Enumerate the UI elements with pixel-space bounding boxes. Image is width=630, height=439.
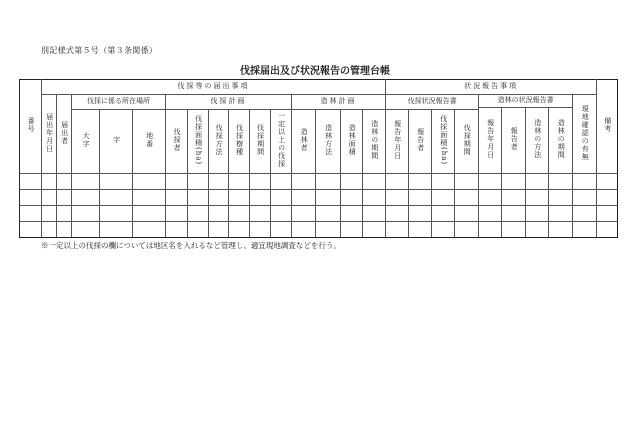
table-row [20, 206, 618, 222]
table-cell[interactable] [502, 206, 526, 222]
header-logging-method: 伐採方法 [209, 110, 229, 174]
table-cell[interactable] [72, 190, 100, 206]
table-cell[interactable] [250, 174, 271, 190]
table-cell[interactable] [229, 206, 250, 222]
table-cell[interactable] [341, 222, 363, 238]
table-cell[interactable] [250, 222, 271, 238]
table-cell[interactable] [455, 222, 479, 238]
table-cell[interactable] [549, 206, 573, 222]
header-reforestation-area: 造林面積 [341, 110, 363, 174]
table-cell[interactable] [432, 206, 455, 222]
table-cell[interactable] [42, 174, 57, 190]
header-logging-status-report: 伐採状況報告書 [386, 95, 479, 110]
table-cell[interactable] [100, 206, 133, 222]
table-cell[interactable] [271, 174, 292, 190]
header-reported-logging-period: 伐採期間 [455, 110, 479, 174]
table-cell[interactable] [502, 190, 526, 206]
table-cell[interactable] [292, 222, 316, 238]
footnote: ※一定以上の伐採の欄については地区名を入れるなど管理し、適宜現地調査などを行う。 [41, 241, 341, 250]
table-cell[interactable] [292, 206, 316, 222]
header-reforestation-plan: 造林計画 [292, 95, 386, 110]
form-title: 伐採届出及び状況報告の管理台帳 [240, 66, 390, 77]
table-cell[interactable] [229, 222, 250, 238]
table-cell[interactable] [42, 222, 57, 238]
table-cell[interactable] [363, 190, 386, 206]
table-cell[interactable] [573, 190, 597, 206]
table-cell[interactable] [341, 206, 363, 222]
table-cell[interactable] [57, 174, 72, 190]
table-cell[interactable] [209, 222, 229, 238]
header-notifier: 届出者 [57, 95, 72, 174]
header-logging-plan: 伐採計画 [166, 95, 292, 110]
table-cell[interactable] [271, 190, 292, 206]
table-cell[interactable] [316, 190, 341, 206]
table-cell[interactable] [209, 206, 229, 222]
table-cell[interactable] [455, 206, 479, 222]
table-cell[interactable] [166, 206, 188, 222]
table-cell[interactable] [409, 222, 432, 238]
table-cell[interactable] [549, 190, 573, 206]
table-cell[interactable] [573, 206, 597, 222]
table-cell[interactable] [57, 222, 72, 238]
header-number: 番号 [20, 80, 42, 174]
table-cell[interactable] [432, 174, 455, 190]
table-cell[interactable] [20, 206, 42, 222]
table-cell[interactable] [166, 222, 188, 238]
header-reporter: 報告者 [409, 110, 432, 174]
table-cell[interactable] [597, 222, 618, 238]
table-cell[interactable] [133, 190, 166, 206]
table-cell[interactable] [409, 174, 432, 190]
table-cell[interactable] [549, 174, 573, 190]
header-location: 伐採に係る所在場所 [72, 95, 166, 110]
header-reforestation-method: 造林方法 [316, 110, 341, 174]
table-cell[interactable] [292, 190, 316, 206]
table-cell[interactable] [386, 206, 409, 222]
table-cell[interactable] [316, 174, 341, 190]
table-cell[interactable] [166, 190, 188, 206]
header-over-threshold: 一定以上の伐採 [271, 110, 292, 174]
table-cell[interactable] [271, 222, 292, 238]
header-oaza: 大字 [72, 110, 100, 174]
table-cell[interactable] [597, 190, 618, 206]
header-logging-area: 伐採面積(ha) [188, 110, 209, 174]
table-cell[interactable] [166, 174, 188, 190]
table-cell[interactable] [502, 174, 526, 190]
table-cell[interactable] [549, 222, 573, 238]
table-cell[interactable] [72, 174, 100, 190]
table-row [20, 222, 618, 238]
table-cell[interactable] [133, 206, 166, 222]
header-reforestation-period: 造林の期間 [363, 110, 386, 174]
table-cell[interactable] [316, 222, 341, 238]
table-cell[interactable] [363, 206, 386, 222]
table-cell[interactable] [479, 190, 502, 206]
table-cell[interactable] [229, 190, 250, 206]
table-cell[interactable] [363, 222, 386, 238]
table-cell[interactable] [72, 222, 100, 238]
table-cell[interactable] [479, 222, 502, 238]
table-cell[interactable] [188, 190, 209, 206]
header-lot: 地番 [133, 110, 166, 174]
table-cell[interactable] [20, 174, 42, 190]
table-cell[interactable] [597, 174, 618, 190]
table-cell[interactable] [409, 206, 432, 222]
table-cell[interactable] [526, 222, 549, 238]
header-reforestation-report-date: 報告年月日 [479, 108, 502, 174]
table-cell[interactable] [455, 190, 479, 206]
table-cell[interactable] [432, 222, 455, 238]
table-cell[interactable] [363, 174, 386, 190]
table-row [20, 190, 618, 206]
table-cell[interactable] [100, 222, 133, 238]
table-row [20, 174, 618, 190]
table-cell[interactable] [20, 190, 42, 206]
table-cell[interactable] [292, 174, 316, 190]
header-status-report-items: 状況報告事項 [386, 80, 597, 95]
table-cell[interactable] [209, 174, 229, 190]
table-cell[interactable] [597, 206, 618, 222]
header-logging-species: 伐採樹種 [229, 110, 250, 174]
ledger-body [20, 174, 618, 238]
form-number: 別記様式第５号（第３条関係） [41, 46, 158, 55]
table-cell[interactable] [100, 190, 133, 206]
header-reforestation-report-method: 造林の方法 [526, 108, 549, 174]
table-cell[interactable] [188, 174, 209, 190]
header-site-check: 現地確認の有無 [573, 95, 597, 174]
table-cell[interactable] [409, 190, 432, 206]
table-cell[interactable] [133, 174, 166, 190]
table-cell[interactable] [250, 190, 271, 206]
table-cell[interactable] [455, 174, 479, 190]
table-cell[interactable] [573, 174, 597, 190]
table-cell[interactable] [526, 190, 549, 206]
header-report-date: 報告年月日 [386, 110, 409, 174]
table-cell[interactable] [502, 222, 526, 238]
table-cell[interactable] [133, 222, 166, 238]
table-cell[interactable] [72, 206, 100, 222]
header-reforestation-reporter: 報告者 [502, 108, 526, 174]
management-ledger-table [19, 79, 618, 238]
table-cell[interactable] [250, 206, 271, 222]
table-cell[interactable] [42, 190, 57, 206]
table-cell[interactable] [57, 190, 72, 206]
table-cell[interactable] [20, 222, 42, 238]
header-logging-period: 伐採期間 [250, 110, 271, 174]
header-reforestation-report-period: 造林の期間 [549, 108, 573, 174]
table-cell[interactable] [573, 222, 597, 238]
table-cell[interactable] [188, 206, 209, 222]
header-notes: 備考 [597, 80, 618, 174]
table-cell[interactable] [341, 190, 363, 206]
table-cell[interactable] [386, 174, 409, 190]
table-cell[interactable] [341, 174, 363, 190]
table-cell[interactable] [57, 206, 72, 222]
table-cell[interactable] [229, 174, 250, 190]
table-cell[interactable] [316, 206, 341, 222]
header-notice-date: 届出年月日 [42, 95, 57, 174]
table-cell[interactable] [526, 174, 549, 190]
table-cell[interactable] [188, 222, 209, 238]
table-cell[interactable] [271, 206, 292, 222]
table-cell[interactable] [432, 190, 455, 206]
header-reported-logging-area: 伐採面積(ha) [432, 110, 455, 174]
table-cell[interactable] [42, 206, 57, 222]
table-cell[interactable] [386, 190, 409, 206]
table-cell[interactable] [386, 222, 409, 238]
header-aza: 字 [100, 110, 133, 174]
table-cell[interactable] [479, 174, 502, 190]
header-logger: 伐採者 [166, 110, 188, 174]
table-cell[interactable] [479, 206, 502, 222]
header-reforestation-status-report: 造林の状況報告書 [479, 95, 573, 108]
table-cell[interactable] [526, 206, 549, 222]
table-cell[interactable] [100, 174, 133, 190]
header-notice-items: 伐採等の届出事項 [42, 80, 386, 95]
header-reforester: 造林者 [292, 110, 316, 174]
table-cell[interactable] [209, 190, 229, 206]
